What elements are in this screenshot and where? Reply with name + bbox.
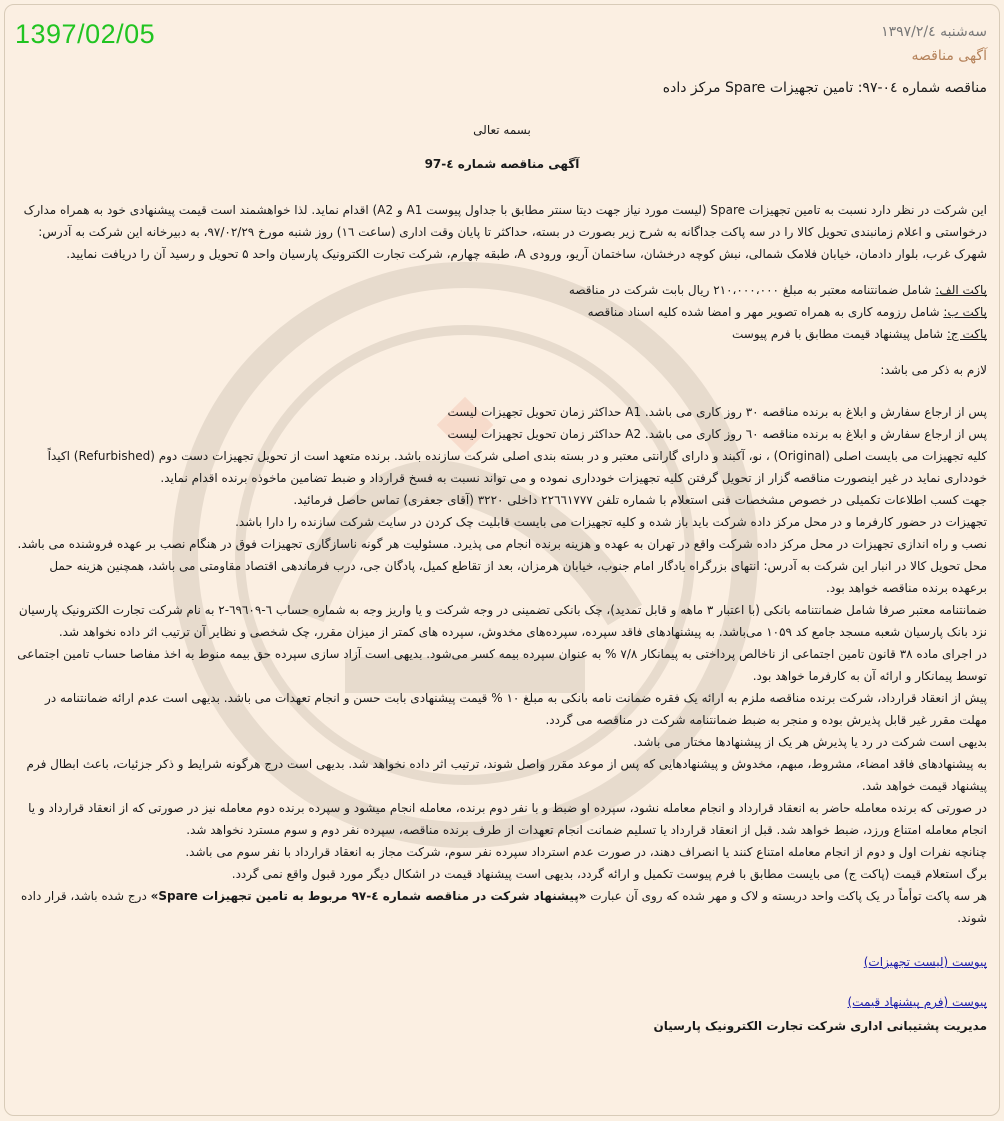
packet-a (17, 279, 987, 301)
notice-type: آگهی مناقصه (911, 48, 987, 64)
requirements-heading: لازم به ذکر می باشد: (880, 363, 987, 377)
final-note-text: هر سه پاکت توأماً در یک پاکت واحد دربسته و لاک و مهر شده که روی آن عبارت (586, 889, 987, 903)
basmala: بسمه تعالی (473, 123, 531, 137)
packet-c (17, 323, 987, 345)
final-note-emphasis: «پیشنهاد شرکت در مناقصه شماره ٤-۹۷ مربوط به تامین تجهیزات Spare» (150, 889, 587, 903)
requirement-item: محل تحویل کالا در انبار این شرکت به آدرس: انتهای بزرگراه یادگار امام جنوب، خیابان هرمزان، بعد از تقاطع کمیل، پادگان جی، درب فرماندهی اقتصاد مقاومتی می باشد، همچنین هزینه حمل برعهده برنده مناقصه خواهد بود. (49, 559, 987, 595)
packet-text: شامل رزومه کاری به همراه تصویر مهر و امضا شده کلیه اسناد مناقصه (587, 305, 944, 319)
page-title: مناقصه شماره ۰٤-۹۷: تامین تجهیزات Spare مرکز داده (662, 80, 987, 96)
packet-label: پاکت ج: (946, 327, 987, 341)
requirement-item: بدیهی است شرکت در رد یا پذیرش هر یک از پیشنهادها مختار می باشد. (633, 735, 987, 749)
packet-b (17, 301, 987, 323)
requirement-item: پس از ارجاع سفارش و ابلاغ به برنده مناقصه ۳۰ روز کاری می باشد. A1 حداکثر زمان تحویل تجهیزات لیست (447, 405, 987, 419)
requirement-item: چنانچه نفرات اول و دوم از انجام معامله امتناع کنند یا انصراف دهند، در صورت عدم استرداد سپرده نفر سوم، شرکت مجاز به انعقاد قرارداد با نفر سوم می باشد. (185, 845, 987, 859)
requirement-item: تجهیزات در حضور کارفرما و در محل مرکز داده شرکت باید باز شده و کلیه تجهیزات می بایست قابلیت چک کردن در سایت شرکت سازنده را دارا باشد. (235, 515, 987, 529)
notice-card (4, 4, 1000, 1116)
requirement-item: در صورتی که برنده معامله حاضر به انعقاد قرارداد و انجام معامله نشود، سپرده او ضبط و با نفر دوم برنده، معامله انجام میشود و سپرده برنده دوم معامله نیز در صورتی که از انعقاد قرارداد و یا انجام معامله امتناع ورزد، ضبط خواهد شد. قبل از انعقاد قرارداد یا تسلیم ضمانت انجام تعهدات از طرف برنده مناقصه، سپرده نفر دوم و سوم مسترد نخواهد شد. (28, 801, 987, 837)
requirement-item: پیش از انعقاد قرارداد، شرکت برنده مناقصه ملزم به ارائه یک فقره ضمانت نامه بانکی به مبلغ ۱۰ % قیمت پیشنهادی بابت حسن و انجام تعهدات می باشد. بدیهی است عدم ارائه ضمانتنامه در مهلت مقرر غیر قابل پذیرش بوده و منجر به ضبط ضمانتنامه شرکت در مناقصه می گردد. (45, 691, 987, 727)
final-note (17, 885, 987, 929)
intro-paragraph: این شرکت در نظر دارد نسبت به تامین تجهیزات Spare (لیست مورد نیاز جهت دیتا سنتر مطابق با جداول پیوست A1 و A2) اقدام نماید. لذا خواهشمند است قیمت پیشنهادی خود به همراه مدارک درخواستی و اعلام زمانبندی تحویل کالا را در سه پاکت جداگانه به شرح زیر بصورت در بسته، حداکثر تا پایان وقت اداری (ساعت ١٦) روز شنبه مورخ ۹۷/۰۲/۲۹، به دبیرخانه این شرکت به آدرس: شهرک غرب، بلوار دادمان، خیابان فلامک شمالی، نبش کوچه درخشان، ساختمان آریو، ورودی A، طبقه چهارم، شرکت تجارت الکترونیک پارسیان واحد ۵ تحویل و رسید آن را دریافت نمایید. (23, 203, 987, 261)
final-note-text: درج شده باشد، قرار داده شوند. (21, 889, 987, 925)
signature: مدیریت پشتیبانی اداری شرکت تجارت الکترونیک پارسیان (653, 1019, 987, 1033)
requirement-item: کلیه تجهیزات می بایست اصلی (Original) ، نو، آکبند و دارای گارانتی معتبر و در بسته بندی اصلی شرکت سازنده باشد. برنده متعهد است از تحویل تجهیزات دست دوم (Refurbished) اکیداً خودداری نماید در غیر اینصورت مناقصه گزار از تحویل گرفتن کلیه تجهیزات خودداری نموده و می تواند نسبت به فسخ قرارداد و ضبط تضامین ماخوذه برنده اقدام نماید. (47, 449, 987, 485)
packet-label: پاکت ب: (943, 305, 987, 319)
stamp-date: 1397/02/05 (15, 19, 156, 49)
attachment-link-equipment-list[interactable]: پیوست (لیست تجهیزات) (863, 955, 987, 969)
packet-label: پاکت الف: (935, 283, 987, 297)
requirement-item: به پیشنهادهای فاقد امضاء، مشروط، مبهم، مخدوش و پیشنهادهایی که پس از موعد مقرر واصل شوند، ترتیب اثر داده نخواهد شد. بدیهی است درج هرگونه شرایط و ذکر جزئیات، باعث ابطال فرم پیشنهاد قیمت خواهد شد. (26, 757, 987, 793)
packet-text: شامل پیشنهاد قیمت مطابق با فرم پیوست (732, 327, 947, 341)
requirement-item: برگ استعلام قیمت (پاکت ج) می بایست مطابق با فرم پیوست تکمیل و ارائه گردد، بدیهی است پیشنهاد قیمت در اشکال دیگر مورد قبول واقع نمی گردد. (231, 867, 987, 881)
requirement-item: نصب و راه اندازی تجهیزات در محل مرکز داده شرکت واقع در تهران به عهده و هزینه برنده انجام می پذیرد. مسئولیت هر گونه ناسازگاری تجهیزات فوق در هنگام نصب بر عهده فروشنده می باشد. (17, 537, 987, 551)
requirement-item: پس از ارجاع سفارش و ابلاغ به برنده مناقصه ٦۰ روز کاری می باشد. A2 حداکثر زمان تحویل تجهیزات لیست (447, 427, 987, 441)
requirement-item: جهت کسب اطلاعات تکمیلی در خصوص مشخصات فنی استعلام با شماره تلفن ۲۲٦٦۱۷۷۷ داخلی ۳۲۲۰ (آقای جعفری) تماس حاصل فرمائید. (293, 493, 987, 507)
packet-text: شامل ضمانتنامه معتبر به مبلغ ۲۱۰،۰۰۰،۰۰۰ ریال بابت شرکت در مناقصه (568, 283, 936, 297)
notice-content (17, 21, 987, 1037)
publish-date: سه‌شنبه ۱۳۹۷/۲/٤ (881, 24, 987, 40)
notice-heading: آگهی مناقصه شماره ٤-97 (424, 157, 580, 171)
requirement-item: در اجرای ماده ۳۸ قانون تامین اجتماعی از ناخالص پرداختی به پیمانکار ۷/۸ % به عنوان سپرده بیمه کسر می‌شود. بدیهی است آزاد سازی سپرده حق بیمه منوط به اخذ مفاصا حساب تامین اجتماعی توسط پیمانکار و ارائه آن به کارفرما خواهد بود. (17, 647, 987, 683)
requirement-item: ضمانتنامه معتبر صرفا شامل ضمانتنامه بانکی (با اعتبار ۳ ماهه و قابل تمدید)، چک بانکی تضمینی در وجه شرکت و یا واریز وجه به شماره حساب ٦-٦٩٦۰٩-۲ به نام شرکت تجارت الکترونیک پارسیان نزد بانک پارسیان شعبه مسجد جامع کد ١۰۵٩ می‌باشد. به پیشنهادهای فاقد سپرده، سپرده‌های مخدوش، سپرده های کمتر از میزان مقرر، چک شخصی و نظایر آن ترتیب اثر داده نخواهد شد. (18, 603, 987, 639)
attachment-link-price-form[interactable]: پیوست (فرم پیشنهاد قیمت) (847, 995, 987, 1009)
